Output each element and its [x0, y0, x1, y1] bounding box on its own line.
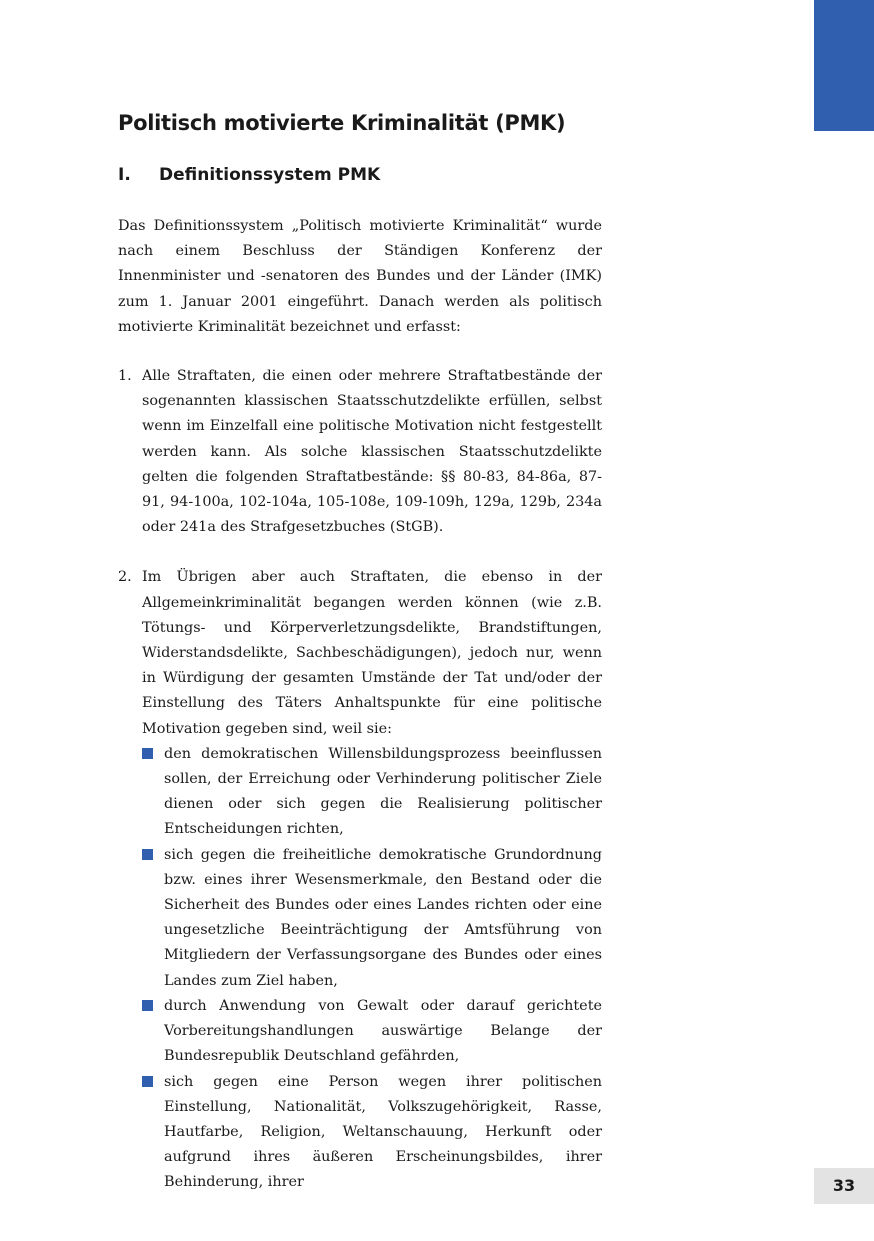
document-body: [118, 108, 602, 1221]
square-bullet-icon: [142, 1000, 153, 1011]
bullet-item-text: den demokratischen Willensbildungsprozess beeinflussen sollen, der Erreichung oder Verhinderung politischer Ziele dienen oder sich gegen die Realisierung politischer Entscheidungen richten,: [164, 745, 602, 838]
list-item: [118, 565, 602, 1195]
numbered-list: [118, 364, 602, 1196]
page-title: Politisch motivierte Kriminalität (PMK): [118, 111, 566, 135]
page-number: 33: [814, 1168, 874, 1204]
list-item-text: Im Übrigen aber auch Straftaten, die ebenso in der Allgemeinkriminalität begangen werden können (wie z.B. Tötungs- und Körperverletzungsdelikte, Brandstiftungen, Widerstandsdelikte, Sachbeschädigungen), jedoch nur, wenn in Würdigung der gesamten Umstände der Tat und/oder der Einstellung des Täters Anhaltspunkte für eine politische Motivation gegeben sind, weil sie:: [142, 569, 602, 737]
square-bullet-icon: [142, 748, 153, 759]
square-bullet-icon: [142, 849, 153, 860]
list-item-text: Alle Straftaten, die einen oder mehrere Straftatbestände der sogenannten klassischen Staatsschutzdelikte erfüllen, selbst wenn im Einzelfall eine politische Motivation nicht festgestellt werden kann. Als solche klassischen Staatsschutzdelikte gelten die folgenden Straftatbestände: §§ 80-83, 84-86a, 87-91, 94-100a, 102-104a, 105-108e, 109-109h, 129a, 129b, 234a oder 241a des Strafgesetzbuches (StGB).: [142, 368, 602, 536]
accent-bar: [814, 0, 874, 131]
list-item: [118, 364, 602, 540]
intro-paragraph: Das Definitionssystem „Politisch motivierte Kriminalität“ wurde nach einem Beschluss der Ständigen Konferenz der Innenminister und -senatoren des Bundes und der Länder (IMK) zum 1. Januar 2001 eingeführt. Danach werden als politisch motivierte Kriminalität bezeichnet und erfasst:: [118, 218, 602, 335]
bullet-item-text: sich gegen eine Person wegen ihrer politischen Einstellung, Nationalität, Volkszugehörigkeit, Rasse, Hautfarbe, Religion, Weltanschauung, Herkunft oder aufgrund ihres äußeren Erscheinungsbildes, ihrer Behinderung, ihrer: [164, 1073, 602, 1191]
bullet-item-text: sich gegen die freiheitliche demokratische Grundordnung bzw. eines ihrer Wesensmerkmale, den Bestand oder die Sicherheit des Bundes oder eines Landes richten oder eine ungesetzliche Beeinträchtigung der Amtsführung von Mitgliedern der Verfassungsorgane des Bundes oder eines Landes zum Ziel haben,: [164, 846, 602, 989]
section-number: I.: [118, 165, 131, 185]
section-title: Definitionssystem PMK: [159, 165, 381, 185]
section-heading: [118, 162, 602, 188]
square-bullet-icon: [142, 1076, 153, 1087]
list-item-number: 2.: [118, 569, 132, 586]
bullet-item-text: durch Anwendung von Gewalt oder darauf gerichtete Vorbereitungshandlungen auswärtige Belange der Bundesrepublik Deutschland gefährden,: [164, 997, 602, 1065]
list-item-number: 1.: [118, 368, 132, 385]
bullet-item: [142, 843, 602, 994]
bullet-item: [142, 994, 602, 1070]
bullet-list: [142, 742, 602, 1196]
bullet-item: [142, 742, 602, 843]
bullet-item: [142, 1070, 602, 1196]
